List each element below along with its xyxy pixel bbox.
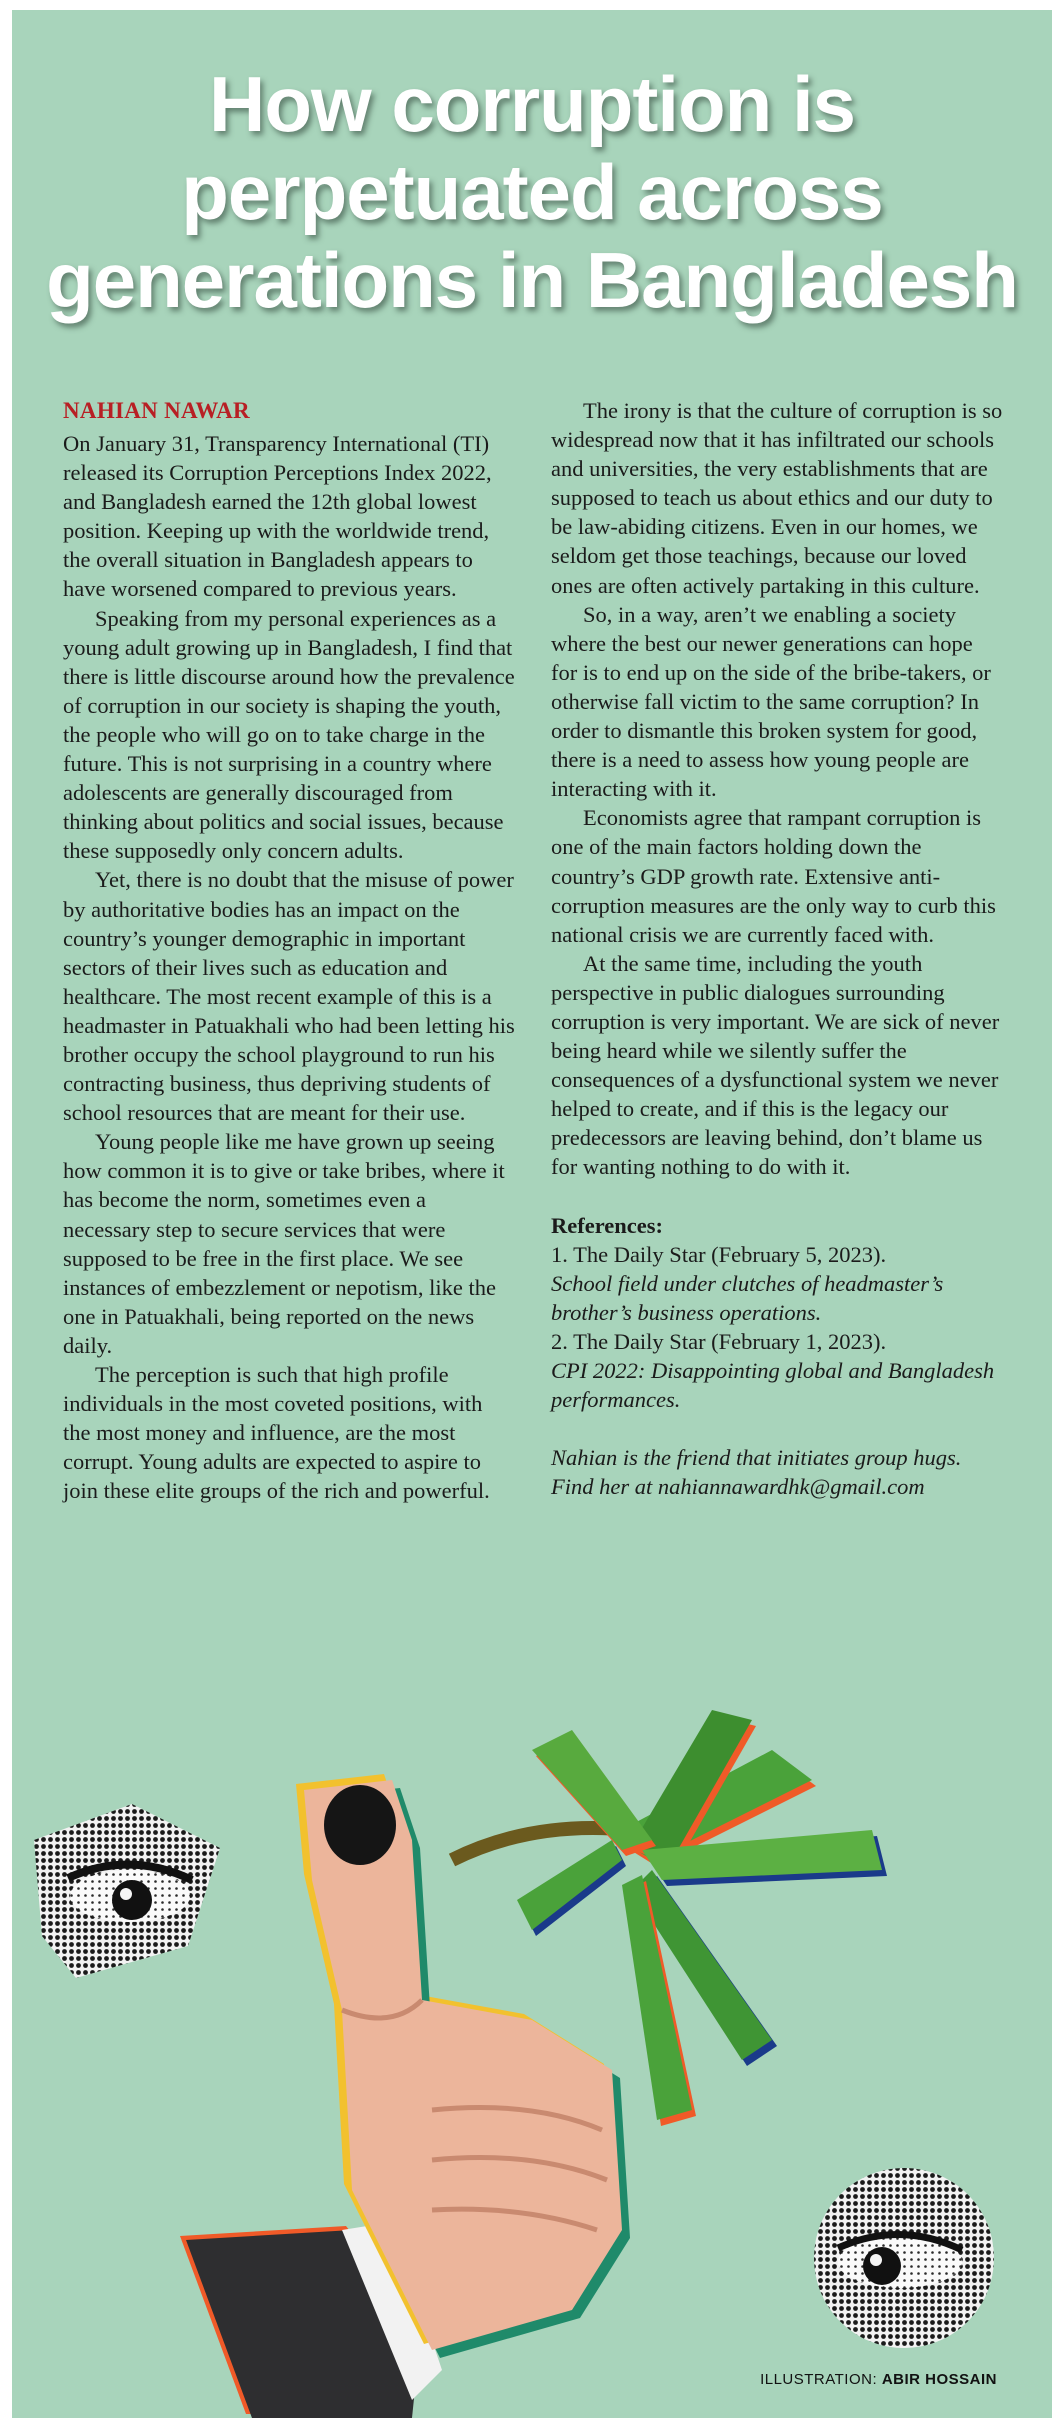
reference-title: CPI 2022: Disappointing global and Bangladesh performances.: [551, 1358, 995, 1413]
references-heading: References:: [551, 1212, 664, 1238]
headline-line-1: How corruption is: [209, 60, 855, 148]
reference-source: 1. The Daily Star (February 5, 2023).: [551, 1241, 887, 1267]
paragraph: Yet, there is no doubt that the misuse of power by authoritative bodies has an impact on the country’s younger demographic in important sectors of their lives such as education and healthcare. The most recent example of this is a headmaster in Patuakhali who had been letting his brother occupy the school playground to run his contracting business, thus depriving students of school resources that are meant for their use.: [63, 867, 515, 1126]
illustration-credit: [760, 2371, 997, 2388]
headline-line-2: perpetuated across: [181, 148, 883, 236]
headline: [12, 60, 1052, 324]
credit-name: ABIR HOSSAIN: [881, 2371, 997, 2388]
author-bio: Nahian is the friend that initiates group hugs. Find her at nahiannawardhk@gmail.com: [551, 1445, 962, 1500]
byline: NAHIAN NAWAR: [63, 398, 250, 423]
paragraph: Young people like me have grown up seeing how common it is to give or take bribes, where it has become the norm, sometimes even a necessary step to secure services that were supposed to be free in the first place. We see instances of embezzlement or nepotism, like the one in Patuakhali, being reported on the news daily.: [63, 1129, 505, 1358]
paragraph: So, in a way, aren’t we enabling a society where the best our newer generations can hope for is to end up on the side of the bribe-takers, or otherwise fall victim to the same corruption? In order to dismantle this broken system for good, there is a need to assess how young people are interacting with it.: [551, 601, 991, 802]
halftone-eye-right-icon: [814, 2168, 994, 2348]
credit-label: ILLUSTRATION:: [760, 2371, 878, 2388]
halftone-eye-left-icon: [34, 1804, 220, 1978]
paragraph: The perception is such that high profile individuals in the most coveted positions, with the most money and influence, are the most corrupt. Young adults are expected to aspire to join these elite groups of the rich and powerful.: [63, 1362, 490, 1504]
article-column-right: [551, 396, 1003, 1501]
paragraph: On January 31, Transparency International (TI) released its Corruption Perceptions Index 2022, and Bangladesh earned the 12th global lowest position. Keeping up with the worldwide trend, the overall situation in Bangladesh appears to have worsened compared to previous years.: [63, 431, 492, 602]
article-page: [12, 10, 1052, 2418]
paragraph: The irony is that the culture of corruption is so widespread now that it has infiltrated our schools and universities, the very establishments that are supposed to teach us about ethics and our duty to be law-abiding citizens. Even in our homes, we seldom get those teachings, because our loved ones are often actively partaking in this culture.: [551, 398, 1003, 598]
reference-source: 2. The Daily Star (February 1, 2023).: [551, 1328, 887, 1354]
headline-line-3: generations in Bangladesh: [46, 236, 1018, 324]
paragraph: At the same time, including the youth perspective in public dialogues surrounding corruption is very important. We are sick of never being heard while we silently suffer the consequences of a dysfunctional system we never helped to create, and if this is the legacy our predecessors are leaving behind, don’t blame us for wanting nothing to do with it.: [551, 950, 1000, 1180]
paragraph: Economists agree that rampant corruption is one of the main factors holding down the country’s GDP growth rate. Extensive anti-corruption measures are the only way to curb this national crisis we are currently faced with.: [551, 805, 996, 947]
paragraph: Speaking from my personal experiences as a young adult growing up in Bangladesh, I find that there is little discourse around how the prevalence of corruption in our society is shaping the youth, the people who will go on to take charge in the future. This is not surprising in a country where adolescents are generally discouraged from thinking about politics and social issues, because these supposedly only concern adults.: [63, 605, 515, 864]
reference-title: School field under clutches of headmaster’s brother’s business operations.: [551, 1270, 944, 1325]
article-column-left: [63, 396, 515, 1505]
illustration: [12, 1710, 1052, 2418]
